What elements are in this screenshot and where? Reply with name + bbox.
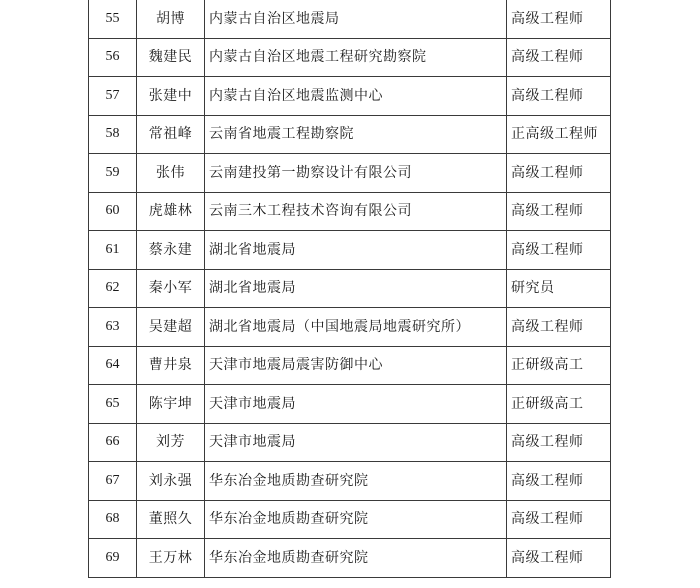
professional-title: 正研级高工 — [507, 346, 611, 385]
table-row — [89, 462, 611, 501]
row-number: 64 — [89, 346, 137, 385]
row-number: 58 — [89, 115, 137, 154]
professional-title: 高级工程师 — [507, 77, 611, 116]
person-name: 王万林 — [137, 539, 205, 578]
table-row — [89, 0, 611, 38]
person-name: 陈宇坤 — [137, 385, 205, 424]
row-number: 59 — [89, 154, 137, 193]
person-name: 刘芳 — [137, 423, 205, 462]
professional-title: 高级工程师 — [507, 192, 611, 231]
professional-title: 高级工程师 — [507, 423, 611, 462]
person-name: 吴建超 — [137, 308, 205, 347]
table-row — [89, 38, 611, 77]
person-name: 胡博 — [137, 0, 205, 38]
professional-title: 正研级高工 — [507, 385, 611, 424]
row-number: 61 — [89, 231, 137, 270]
table-row — [89, 192, 611, 231]
organization: 华东冶金地质勘查研究院 — [205, 539, 507, 578]
table-row — [89, 115, 611, 154]
professional-title: 高级工程师 — [507, 0, 611, 38]
organization: 天津市地震局 — [205, 423, 507, 462]
person-name: 张建中 — [137, 77, 205, 116]
professional-title: 高级工程师 — [507, 38, 611, 77]
professional-title: 高级工程师 — [507, 154, 611, 193]
row-number: 66 — [89, 423, 137, 462]
row-number: 56 — [89, 38, 137, 77]
table-row — [89, 346, 611, 385]
organization: 湖北省地震局 — [205, 269, 507, 308]
organization: 天津市地震局震害防御中心 — [205, 346, 507, 385]
professional-title: 高级工程师 — [507, 539, 611, 578]
table-row — [89, 423, 611, 462]
person-name: 刘永强 — [137, 462, 205, 501]
organization: 内蒙古自治区地震监测中心 — [205, 77, 507, 116]
personnel-table — [88, 0, 611, 578]
row-number: 69 — [89, 539, 137, 578]
person-name: 秦小军 — [137, 269, 205, 308]
organization: 湖北省地震局（中国地震局地震研究所） — [205, 308, 507, 347]
organization: 内蒙古自治区地震局 — [205, 0, 507, 38]
table-row — [89, 154, 611, 193]
row-number: 57 — [89, 77, 137, 116]
table-row — [89, 308, 611, 347]
row-number: 63 — [89, 308, 137, 347]
person-name: 张伟 — [137, 154, 205, 193]
organization: 湖北省地震局 — [205, 231, 507, 270]
organization: 天津市地震局 — [205, 385, 507, 424]
organization: 内蒙古自治区地震工程研究勘察院 — [205, 38, 507, 77]
organization: 华东冶金地质勘查研究院 — [205, 462, 507, 501]
row-number: 62 — [89, 269, 137, 308]
person-name: 魏建民 — [137, 38, 205, 77]
person-name: 董照久 — [137, 500, 205, 539]
organization: 华东冶金地质勘查研究院 — [205, 500, 507, 539]
person-name: 蔡永建 — [137, 231, 205, 270]
professional-title: 高级工程师 — [507, 231, 611, 270]
professional-title: 高级工程师 — [507, 500, 611, 539]
row-number: 55 — [89, 0, 137, 38]
table-row — [89, 269, 611, 308]
professional-title: 研究员 — [507, 269, 611, 308]
table-row — [89, 231, 611, 270]
organization: 云南建投第一勘察设计有限公司 — [205, 154, 507, 193]
organization: 云南省地震工程勘察院 — [205, 115, 507, 154]
row-number: 65 — [89, 385, 137, 424]
organization: 云南三木工程技术咨询有限公司 — [205, 192, 507, 231]
person-name: 虎雄林 — [137, 192, 205, 231]
person-name: 曹井泉 — [137, 346, 205, 385]
table-row — [89, 500, 611, 539]
table-row — [89, 77, 611, 116]
professional-title: 正高级工程师 — [507, 115, 611, 154]
table-row — [89, 539, 611, 578]
row-number: 67 — [89, 462, 137, 501]
row-number: 68 — [89, 500, 137, 539]
person-name: 常祖峰 — [137, 115, 205, 154]
professional-title: 高级工程师 — [507, 462, 611, 501]
row-number: 60 — [89, 192, 137, 231]
professional-title: 高级工程师 — [507, 308, 611, 347]
table-row — [89, 385, 611, 424]
